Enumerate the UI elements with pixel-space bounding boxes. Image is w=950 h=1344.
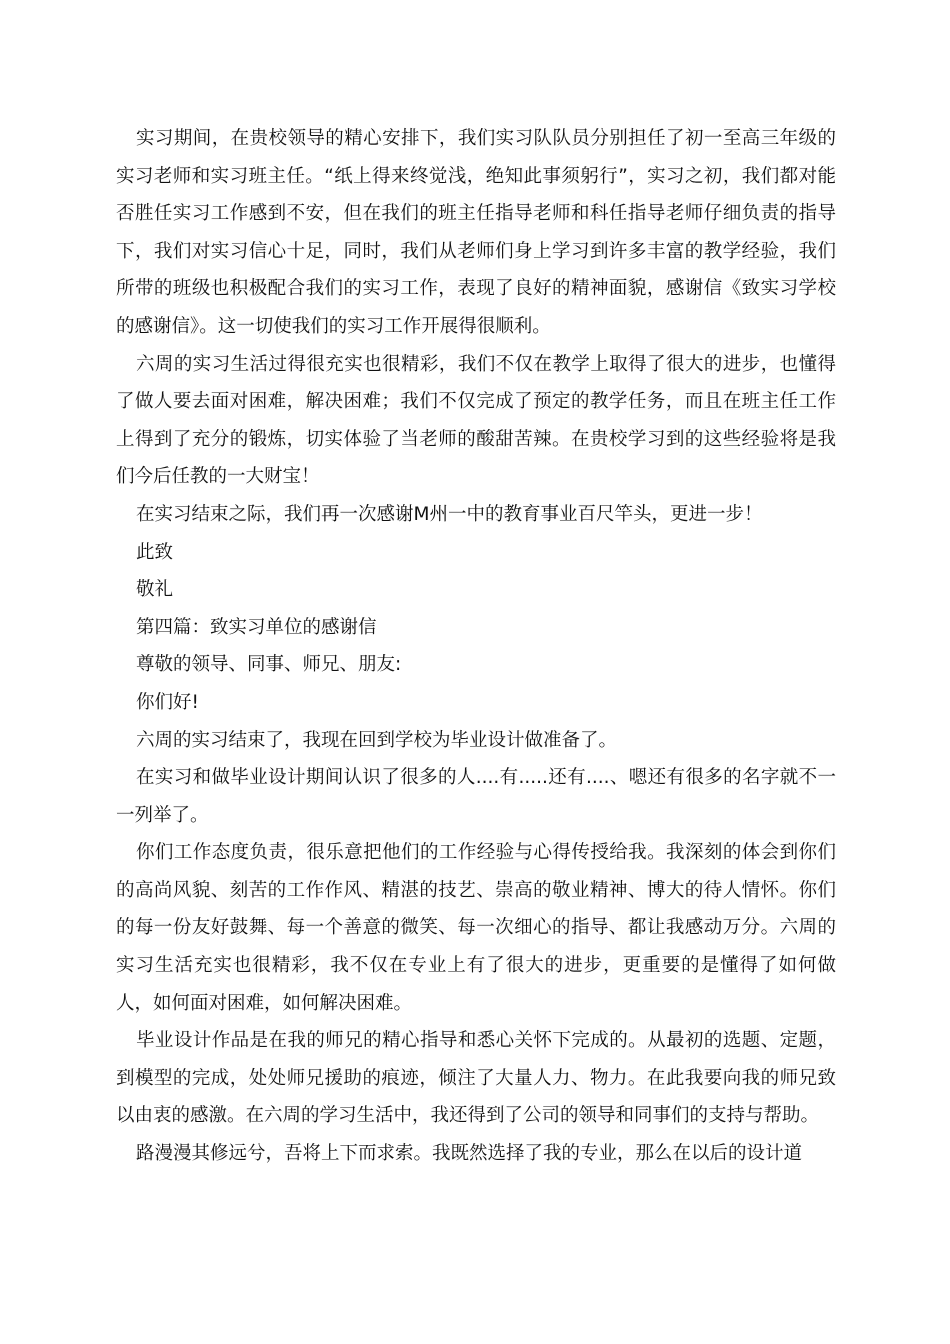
letter-greeting: 尊敬的领导、同事、师兄、朋友: xyxy=(136,654,402,676)
document-body xyxy=(116,120,836,1173)
paragraph-internship-ended: 六周的实习结束了，我现在回到学校为毕业设计做准备了。 xyxy=(136,729,618,751)
section-heading: 第四篇：致实习单位的感谢信 xyxy=(136,616,377,638)
letter-hello: 你们好! xyxy=(136,691,199,713)
salutation-jingli: 敬礼 xyxy=(136,579,174,601)
paragraph-internship-period: 实习期间，在贵校领导的精心安排下，我们实习队队员分别担任了初一至高三年级的实习老师和实习班主任。“纸上得来终觉浅，绝知此事须躬行”，实习之初，我们都对能否胜任实习工作感到不安，但在我们的班主任指导老师和科任指导老师仔细负责的指导下，我们对实习信心十足，同时，我们从老师们身上学习到许多丰富的教学经验，我们所带的班级也积极配合我们的实习工作，表现了良好的精神面貌，感谢信《致实习学校的感谢信》。这一切使我们的实习工作开展得很顺利。 xyxy=(116,128,836,337)
paragraph-work-attitude: 你们工作态度负责，很乐意把他们的工作经验与心得传授给我。我深刻的体会到你们的高尚风貌、刻苦的工作作风、精湛的技艺、崇高的敬业精神、博大的待人情怀。你们的每一份友好鼓舞、每一个善意的微笑、每一次细心的指导、都让我感动万分。六周的实习生活充实也很精彩，我不仅在专业上有了很大的进步，更重要的是懂得了如何做人，如何面对困难，如何解决困难。 xyxy=(116,842,836,1014)
salutation-cizhi: 此致 xyxy=(136,541,174,563)
paragraph-closing-thanks: 在实习结束之际，我们再一次感谢M州一中的教育事业百尺竿头，更进一步！ xyxy=(136,503,763,525)
paragraph-graduation-design: 毕业设计作品是在我的师兄的精心指导和悉心关怀下完成的。从最初的选题、定题，到模型的完成，处处师兄援助的痕迹，倾注了大量人力、物力。在此我要向我的师兄致以由衷的感激。在六周的学习生活中，我还得到了公司的领导和同事们的支持与帮助。 xyxy=(116,1030,836,1127)
paragraph-six-weeks: 六周的实习生活过得很充实也很精彩，我们不仅在教学上取得了很大的进步，也懂得了做人要去面对困难，解决困难；我们不仅完成了预定的教学任务，而且在班主任工作上得到了充分的锻炼，切实体验了当老师的酸甜苦辣。在贵校学习到的这些经验将是我们今后任教的一大财宝！ xyxy=(116,353,836,488)
paragraph-met-people: 在实习和做毕业设计期间认识了很多的人....有.....还有....、嗯还有很多的名字就不一一列举了。 xyxy=(116,767,836,826)
paragraph-long-road: 路漫漫其修远兮，吾将上下而求索。我既然选择了我的专业，那么在以后的设计道 xyxy=(136,1143,803,1165)
